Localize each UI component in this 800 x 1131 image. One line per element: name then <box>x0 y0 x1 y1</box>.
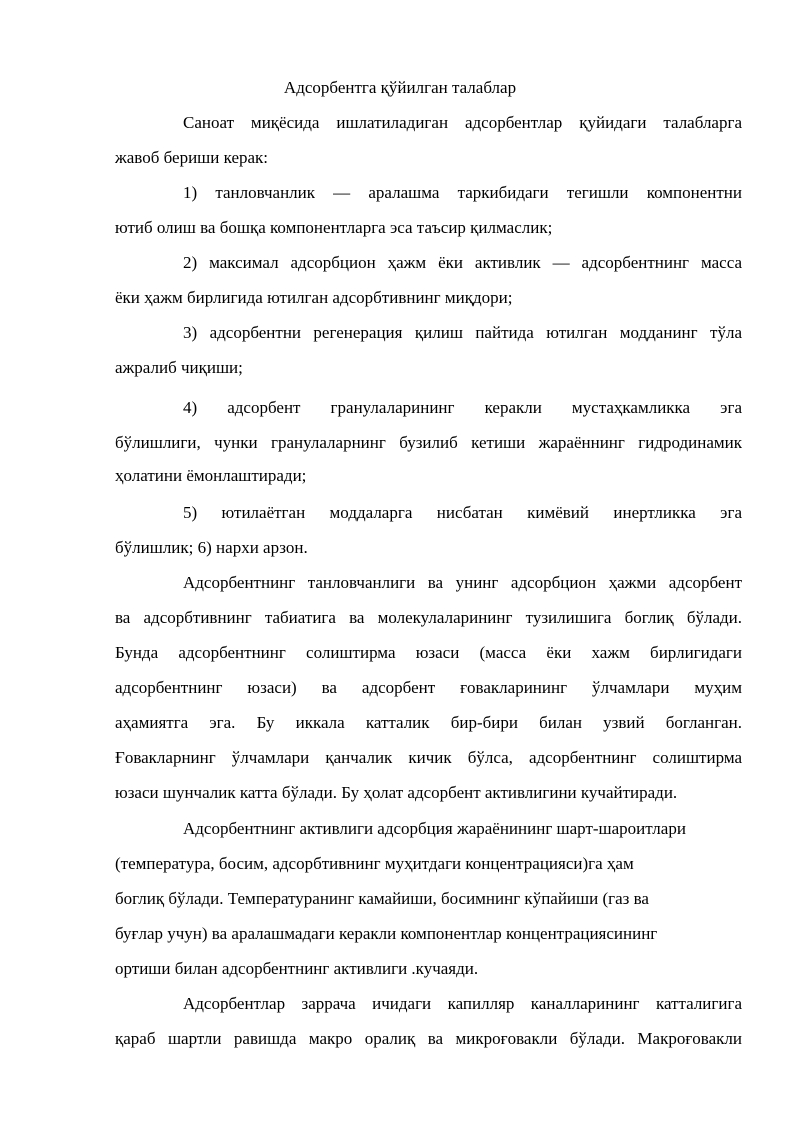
paragraph-line: адсорбентнинг юзаси) ва адсорбент ғовакларининг ўлчамлари муҳим <box>115 678 742 697</box>
paragraph-line: Ғовакларнинг ўлчамлари қанчалик кичик бўлса, адсорбентнинг солиштирма <box>115 748 742 767</box>
text-line: жавоб бериши керак: <box>115 148 269 167</box>
text-line: ҳолатини ёмонлаштиради; <box>115 466 307 485</box>
paragraph-line: Адсорбентлар заррача ичидаги капилляр каналларининг катталигига <box>183 994 742 1013</box>
text-line: бўлишлик; 6) нархи арзон. <box>115 538 308 557</box>
document-title: Адсорбентга қўйилган талаблар <box>283 78 517 97</box>
list-item-5: 5) ютилаётган моддаларга нисбатан кимёвий инертликка эга <box>183 503 742 522</box>
paragraph-line: Адсорбентнинг танловчанлиги ва унинг адсорбцион ҳажми адсорбент <box>183 573 742 592</box>
paragraph-line: буғлар учун) ва аралашмадаги керакли компонентлар концентрациясининг <box>115 924 658 943</box>
paragraph-line: ва адсорбтивнинг табиатига ва молекулаларининг тузилишига боглиқ бўлади. <box>115 608 742 627</box>
text-line: ажралиб чиқиши; <box>115 358 243 377</box>
list-item-3: 3) адсорбентни регенерация қилиш пайтида ютилган модданинг тўла <box>183 323 742 342</box>
list-item-4: 4) адсорбент гранулаларининг керакли мустаҳкамликка эга <box>183 398 742 417</box>
paragraph-line: Бунда адсорбентнинг солиштирма юзаси (масса ёки хажм бирлигидаги <box>115 643 742 662</box>
text-line: Саноат миқёсида ишлатиладиган адсорбентлар қуйидаги талабларга <box>183 113 742 132</box>
paragraph-line: (температура, босим, адсорбтивнинг муҳитдаги концентрацияси)га ҳам <box>115 854 634 873</box>
text-line: ютиб олиш ва бошқа компонентларга эса таъсир қилмаслик; <box>115 218 553 237</box>
paragraph-line: қараб шартли равишда макро оралиқ ва микроғовакли бўлади. Макроғовакли <box>115 1029 742 1048</box>
paragraph-line: аҳамиятга эга. Бу иккала катталик бир-бири билан узвий богланган. <box>115 713 742 732</box>
list-item-1: 1) танловчанлик — аралашма таркибидаги тегишли компонентни <box>183 183 742 202</box>
text-line: бўлишлиги, чунки гранулаларнинг бузилиб кетиши жараённинг гидродинамик <box>115 433 742 452</box>
paragraph-line: Адсорбентнинг активлиги адсорбция жараёнининг шарт-шароитлари <box>183 819 686 838</box>
list-item-2: 2) максимал адсорбцион ҳажм ёки активлик — адсорбентнинг масса <box>183 253 742 272</box>
paragraph-line: боглиқ бўлади. Температуранинг камайиши, босимнинг кўпайиши (газ ва <box>115 889 649 908</box>
paragraph-line: юзаси шунчалик катта бўлади. Бу ҳолат адсорбент активлигини кучайтиради. <box>115 783 678 802</box>
paragraph-line: ортиши билан адсорбентнинг активлиги .кучаяди. <box>115 959 479 978</box>
text-line: ёки ҳажм бирлигида ютилган адсорбтивнинг миқдори; <box>115 288 513 307</box>
